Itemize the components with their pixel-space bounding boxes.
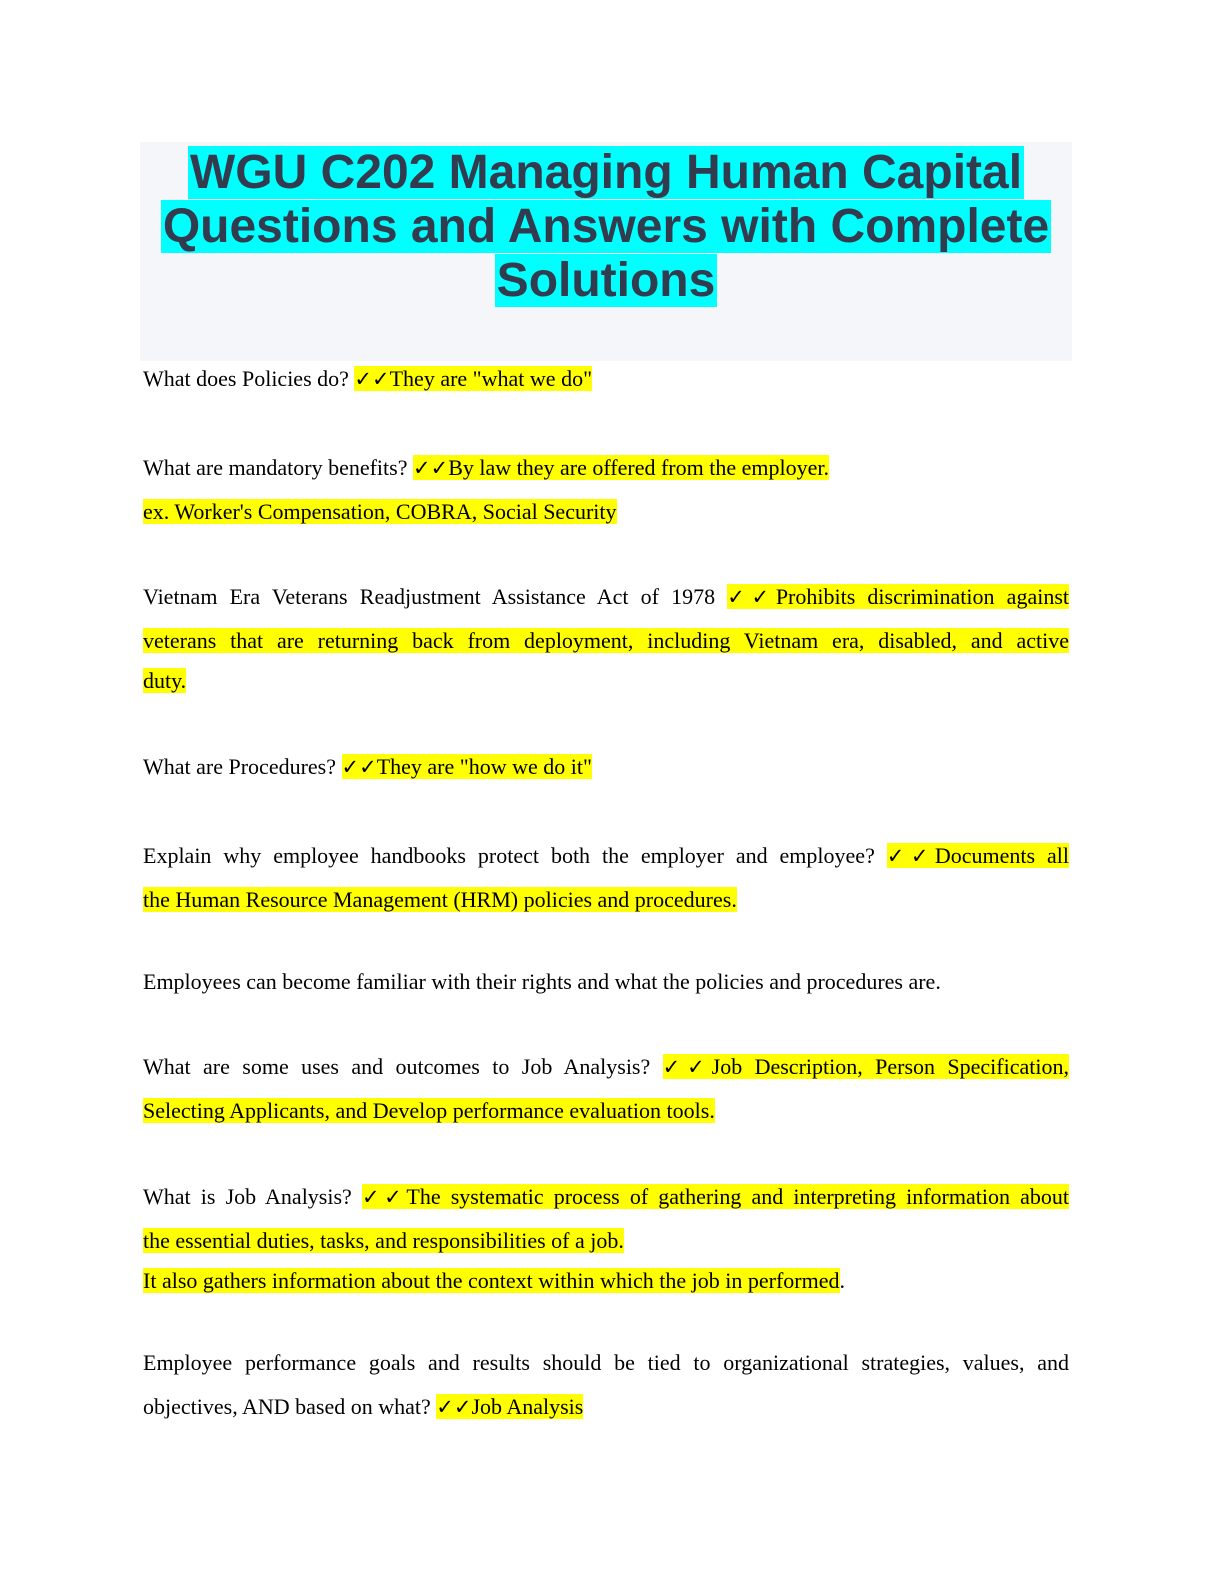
question-text: Explain why employee handbooks protect both the employer and employee? <box>143 843 887 868</box>
check-mark-icon: ✓✓ <box>662 1055 712 1079</box>
qa-item-2 <box>143 446 1069 534</box>
qa-item-3 <box>143 575 1069 703</box>
answer-text-line-3: duty. <box>143 668 187 693</box>
answer-text-line-2: the Human Resource Management (HRM) policies and procedures. <box>143 887 737 912</box>
qa-item-5 <box>143 834 1069 922</box>
answer-text: Prohibits discrimination against <box>775 584 1069 609</box>
question-text: What does Policies do? <box>143 366 355 391</box>
answer-text: Job Description, Person Specification, <box>711 1054 1069 1079</box>
check-mark-icon: ✓✓ <box>354 367 390 391</box>
question-text: What is Job Analysis? <box>143 1184 362 1209</box>
answer-text-line-2: the essential duties, tasks, and responsibilities of a job. <box>143 1228 624 1253</box>
answer-highlight <box>436 1394 583 1419</box>
check-mark-icon: ✓✓ <box>886 844 935 868</box>
qa-item-5-note <box>143 960 1069 1004</box>
answer-highlight <box>342 754 593 779</box>
question-text: What are mandatory benefits? <box>143 455 413 480</box>
answer-highlight <box>727 584 1069 609</box>
qa-item-6 <box>143 1045 1069 1133</box>
answer-text: The systematic process of gathering and interpreting information about <box>406 1184 1069 1209</box>
check-mark-icon: ✓✓ <box>361 1185 407 1209</box>
check-mark-icon: ✓✓ <box>727 585 776 609</box>
qa-item-8 <box>143 1341 1069 1429</box>
title-line-1: WGU C202 Managing Human Capital <box>189 146 1023 199</box>
answer-text: They are "what we do" <box>389 366 593 391</box>
answer-highlight <box>354 366 592 391</box>
answer-text: By law they are offered from the employer. <box>448 455 829 480</box>
answer-highlight <box>413 455 829 480</box>
answer-highlight <box>362 1184 1069 1209</box>
answer-text-line-2: veterans that are returning back from deployment, including Vietnam era, disabled, and active <box>143 628 1069 653</box>
check-mark-icon: ✓✓ <box>341 755 377 779</box>
title-box <box>140 142 1072 361</box>
question-text: Employee performance goals and results should be tied to organizational strategies, values, and <box>143 1350 1069 1375</box>
trailing-period: . <box>839 1268 845 1293</box>
document-title <box>140 146 1072 308</box>
check-mark-icon: ✓✓ <box>436 1395 472 1419</box>
question-text: What are some uses and outcomes to Job Analysis? <box>143 1054 663 1079</box>
answer-highlight <box>663 1054 1069 1079</box>
question-text-line-2: objectives, AND based on what? <box>143 1394 437 1419</box>
answer-text: Job Analysis <box>471 1394 584 1419</box>
answer-highlight <box>887 843 1069 868</box>
answer-text: Documents all <box>934 843 1069 868</box>
answer-text-line-3: It also gathers information about the context within which the job in performed <box>143 1268 840 1293</box>
qa-item-7 <box>143 1175 1069 1303</box>
answer-text-line-2: Selecting Applicants, and Develop performance evaluation tools. <box>143 1098 715 1123</box>
answer-text-line-2: ex. Worker's Compensation, COBRA, Social Security <box>143 499 617 524</box>
qa-item-1 <box>143 357 1069 401</box>
question-text: Vietnam Era Veterans Readjustment Assistance Act of 1978 <box>143 584 728 609</box>
answer-text: They are "how we do it" <box>376 754 593 779</box>
qa-item-4 <box>143 745 1069 789</box>
title-line-3: Solutions <box>496 254 716 307</box>
check-mark-icon: ✓✓ <box>412 456 449 480</box>
title-line-2: Questions and Answers with Complete <box>162 200 1050 253</box>
note-text: Employees can become familiar with their rights and what the policies and procedures are. <box>143 969 941 994</box>
question-text: What are Procedures? <box>143 754 342 779</box>
